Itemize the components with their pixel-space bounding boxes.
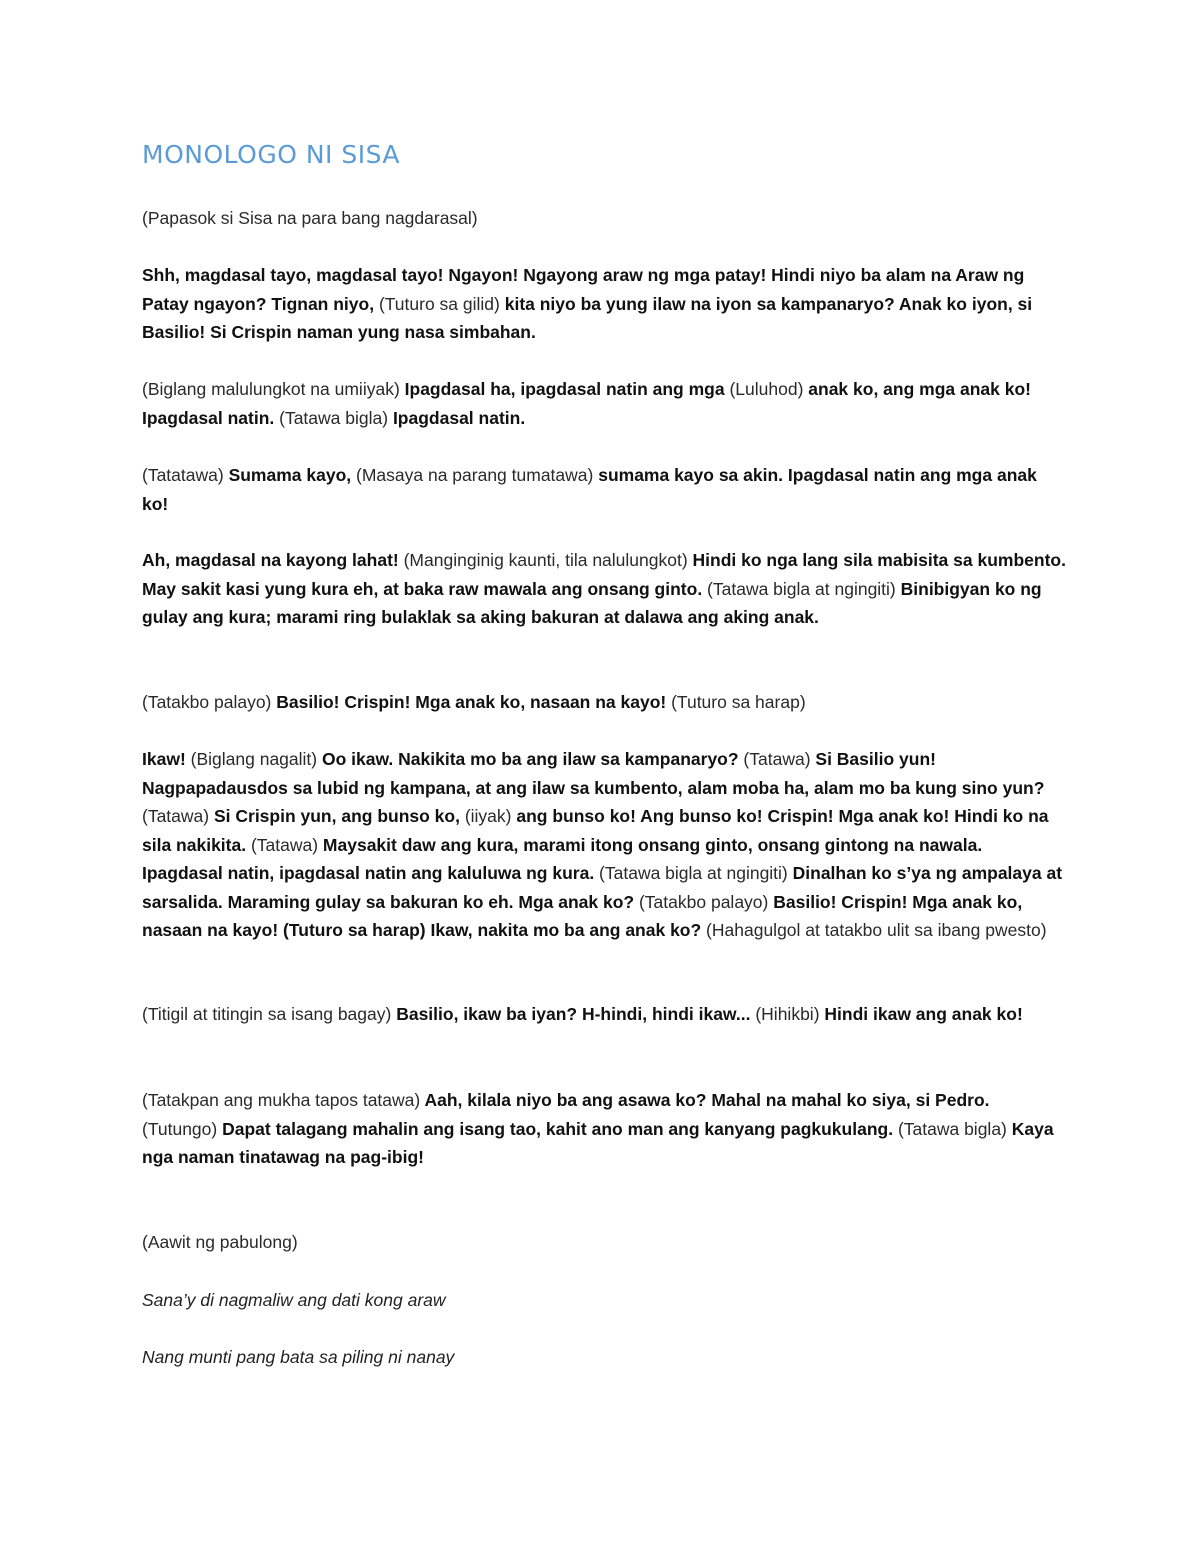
document-title: MONOLOGO NI SISA: [142, 140, 401, 169]
stage-direction-text: (Tatawa): [250, 834, 319, 855]
stage-direction-text: (Hihikbi): [755, 1004, 820, 1024]
dialogue-text: Shh, magdasal tayo, magdasal tayo! Ngayon! Ngayong araw ng mga patay! Hindi niyo ba alam na Araw ng Patay ngayon? Tignan niyo,: [142, 265, 1025, 314]
dialogue-text: Kaya nga naman tinatawag na pag-ibig!: [142, 1118, 1054, 1167]
stage-direction-text: (Tatatawa): [142, 465, 224, 485]
stage-direction-text: (Aawit ng pabulong): [142, 1232, 298, 1252]
dialogue-text: Binibigyan ko ng gulay ang kura; marami ring bulaklak sa aking bakuran at dalawa ang aking anak.: [142, 578, 1042, 627]
stage-direction-text: (Tatakpan ang mukha tapos tatawa): [142, 1090, 421, 1110]
stage-direction-text: (Tatawa bigla): [279, 407, 389, 428]
stage-direction-text: (Biglang malulungkot na umiiyak): [142, 379, 400, 399]
song-line-1: [142, 1286, 1067, 1315]
dialogue-text: Basilio, ikaw ba iyan? H-hindi, hindi ikaw...: [391, 1004, 756, 1024]
dialogue-text: kita niyo ba yung ilaw na iyon sa kampanaryo? Anak ko iyon, si Basilio! Si Crispin naman yung nasa simbahan.: [142, 293, 1033, 342]
dialogue-text: Ipagdasal natin.: [388, 407, 526, 428]
dialogue-text: Sumama kayo,: [223, 465, 356, 485]
stage-direction-text: (iiyak): [464, 806, 512, 826]
dialogue-text: Maysakit daw ang kura, marami itong onsang ginto, onsang gintong na nawala. Ipagdasal natin, ipagdasal natin ang kaluluwa ng kura.: [142, 834, 983, 883]
dialogue-text: Si Basilio yun! Nagpapadausdos sa lubid ng kampana, at ang ilaw sa kumbento, alam moba ha, alam mo ba kung sino yun?: [142, 749, 1045, 798]
stage-direction-text: (Tuturo sa gilid): [378, 293, 500, 314]
song-lyric-text: Sana’y di nagmaliw ang dati kong araw: [142, 1290, 446, 1310]
stage-direction-text: (Tatawa): [142, 806, 210, 826]
song-direction-paragraph: [142, 1228, 1067, 1257]
monologue-paragraph-4: [142, 546, 1067, 632]
monologue-paragraph-7: [142, 1000, 1067, 1029]
stage-direction-text: (Papasok si Sisa na para bang nagdarasal): [142, 208, 478, 228]
monologue-paragraph-8: [142, 1086, 1067, 1172]
monologue-paragraph-3: [142, 461, 1067, 518]
dialogue-text: Aah, kilala niyo ba ang asawa ko? Mahal na mahal ko siya, si Pedro.: [420, 1090, 990, 1110]
dialogue-text: Ah, magdasal na kayong lahat!: [142, 550, 404, 570]
stage-direction-text: (Tatakbo palayo): [142, 692, 272, 712]
stage-direction-text: (Manginginig kaunti, tila nalulungkot): [403, 550, 688, 570]
stage-direction-text: (Tatawa bigla): [897, 1118, 1007, 1139]
monologue-paragraph-2: [142, 375, 1067, 432]
song-lyric-text: Nang munti pang bata sa piling ni nanay: [142, 1347, 455, 1367]
stage-direction-text: (Biglang nagalit): [190, 749, 318, 769]
dialogue-text: Dapat talagang mahalin ang isang tao, kahit ano man ang kanyang pagkukulang.: [217, 1118, 898, 1139]
stage-direction-paragraph: [142, 204, 1067, 233]
stage-direction-text: (Masaya na parang tumatawa): [356, 465, 594, 485]
dialogue-text: anak ko, ang mga anak ko! Ipagdasal natin.: [142, 379, 1031, 428]
stage-direction-text: (Titigil at titingin sa isang bagay): [142, 1004, 392, 1024]
monologue-paragraph-6: [142, 745, 1067, 945]
stage-direction-text: (Tatawa bigla at ngingiti): [599, 863, 788, 883]
stage-direction-text: (Tatakbo palayo): [638, 891, 769, 912]
dialogue-text: Basilio! Crispin! Mga anak ko, nasaan na kayo!: [271, 692, 672, 712]
dialogue-text: sumama kayo sa akin. Ipagdasal natin ang mga anak ko!: [142, 465, 1037, 514]
dialogue-text: Si Crispin yun, ang bunso ko,: [209, 806, 465, 826]
song-line-2: [142, 1343, 1067, 1372]
dialogue-text: Dinalhan ko s’ya ng ampalaya at sarsalida. Maraming gulay sa bakuran ko eh. Mga anak ko?: [142, 863, 1063, 912]
stage-direction-text: (Tatawa): [743, 749, 811, 769]
dialogue-text: Hindi ikaw ang anak ko!: [819, 1004, 1023, 1024]
stage-direction-text: (Hahagulgol at tatakbo ulit sa ibang pwesto): [706, 920, 1047, 940]
stage-direction-text: (Tatawa bigla at ngingiti): [707, 578, 896, 599]
dialogue-text: Basilio! Crispin! Mga anak ko, nasaan na kayo! (Tuturo sa harap) Ikaw, nakita mo ba ang anak ko?: [142, 891, 1023, 940]
monologue-paragraph-5: [142, 688, 1067, 717]
stage-direction-text: (Tutungo): [142, 1118, 218, 1139]
dialogue-text: ang bunso ko! Ang bunso ko! Crispin! Mga anak ko! Hindi ko na sila nakikita.: [142, 806, 1049, 855]
monologue-paragraph-1: [142, 261, 1067, 347]
stage-direction-text: (Luluhod): [729, 379, 804, 399]
dialogue-text: Ipagdasal ha, ipagdasal natin ang mga: [399, 379, 730, 399]
stage-direction-text: (Tuturo sa harap): [671, 692, 806, 712]
dialogue-text: Ikaw!: [142, 749, 191, 769]
dialogue-text: Oo ikaw. Nakikita mo ba ang ilaw sa kampanaryo?: [317, 749, 744, 769]
dialogue-text: Hindi ko nga lang sila mabisita sa kumbento. May sakit kasi yung kura eh, at baka raw mawala ang onsang ginto.: [142, 550, 1066, 599]
